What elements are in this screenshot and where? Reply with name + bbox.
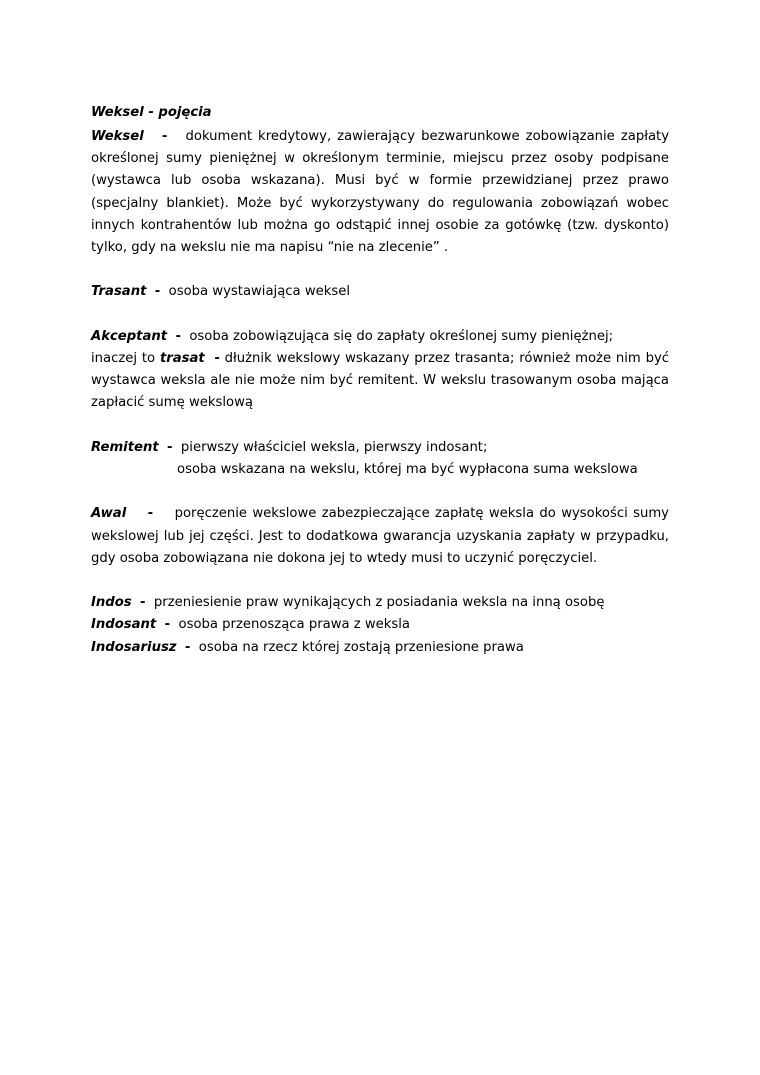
definition-indosant: osoba przenosząca prawa z weksla	[178, 617, 411, 633]
entry-akceptant	[91, 326, 669, 348]
document-page	[91, 104, 669, 659]
term-indosariusz: Indosariusz	[91, 639, 177, 655]
separator: -	[167, 439, 173, 455]
entry-trasant	[91, 281, 669, 303]
separator: -	[161, 129, 168, 144]
separator: -	[154, 284, 161, 300]
definition-indosariusz: osoba na rzecz której zostają przeniesione prawa	[198, 639, 524, 655]
separator: -	[175, 328, 181, 344]
separator: -	[184, 639, 191, 655]
entry-awal	[91, 503, 669, 570]
term-remitent: Remitent	[91, 439, 159, 455]
term-weksel: Weksel	[91, 129, 144, 144]
entry-indosariusz	[91, 637, 669, 659]
separator: -	[140, 595, 146, 611]
spacer	[91, 259, 669, 281]
spacer	[91, 570, 669, 592]
entry-weksel	[91, 126, 669, 259]
entry-remitent	[91, 437, 669, 459]
definition-remitent-2: osoba wskazana na wekslu, której ma być wypłacona suma wekslowa	[177, 462, 638, 477]
term-trasant: Trasant	[91, 284, 147, 300]
entry-trasat	[91, 348, 669, 415]
term-trasat: trasat	[159, 351, 205, 366]
term-akceptant: Akceptant	[91, 328, 168, 344]
term-indos: Indos	[91, 595, 132, 611]
spacer	[91, 304, 669, 326]
spacer	[91, 481, 669, 503]
definition-weksel: dokument kredytowy, zawierający bezwarunkowe zobowiązanie zapłaty określonej sumy pieniężnej w określonym terminie, miejscu przez osoby podpisane (wystawca lub osoba wskazana). Musi być w formie przewidzianej przez prawo (specjalny blankiet). Może być wykorzystywany do regulowania zobowiązań wobec innych kontrahentów lub można go odstąpić innej osobie za gotówkę (tzw. dyskonto) tylko, gdy na wekslu nie ma napisu “nie na zlecenie” .	[91, 129, 670, 256]
definition-awal: poręczenie wekslowe zabezpieczające zapłatę weksla do wysokości sumy wekslowej lub jej części. Jest to dodatkowa gwarancja uzyskania zapłaty w przypadku, gdy osoba zobowiązana nie dokona jej to wtedy musi to uczynić poręczyciel.	[91, 506, 669, 566]
separator: -	[214, 351, 220, 366]
definition-indos: przeniesienie praw wynikających z posiadania weksla na inną osobę	[153, 595, 605, 611]
separator: -	[164, 617, 171, 633]
definition-trasant: osoba wystawiająca weksel	[168, 284, 351, 300]
entry-indos	[91, 592, 669, 614]
separator: -	[147, 506, 154, 522]
entry-indosant	[91, 614, 669, 636]
definition-remitent: pierwszy właściciel weksla, pierwszy indosant;	[180, 439, 488, 455]
spacer	[91, 415, 669, 437]
term-indosant: Indosant	[91, 617, 157, 633]
term-awal: Awal	[91, 506, 127, 522]
definition-akceptant: osoba zobowiązująca się do zapłaty określonej sumy pieniężnej;	[189, 328, 614, 344]
document-title: Weksel - pojęcia	[91, 105, 212, 120]
trasat-prefix: inaczej to	[91, 351, 156, 366]
definition-trasat: dłużnik wekslowy wskazany przez trasanta; również może nim być wystawca weksla ale nie może nim być remitent. W wekslu trasowanym osoba mająca zapłacić sumę wekslową	[91, 351, 669, 411]
